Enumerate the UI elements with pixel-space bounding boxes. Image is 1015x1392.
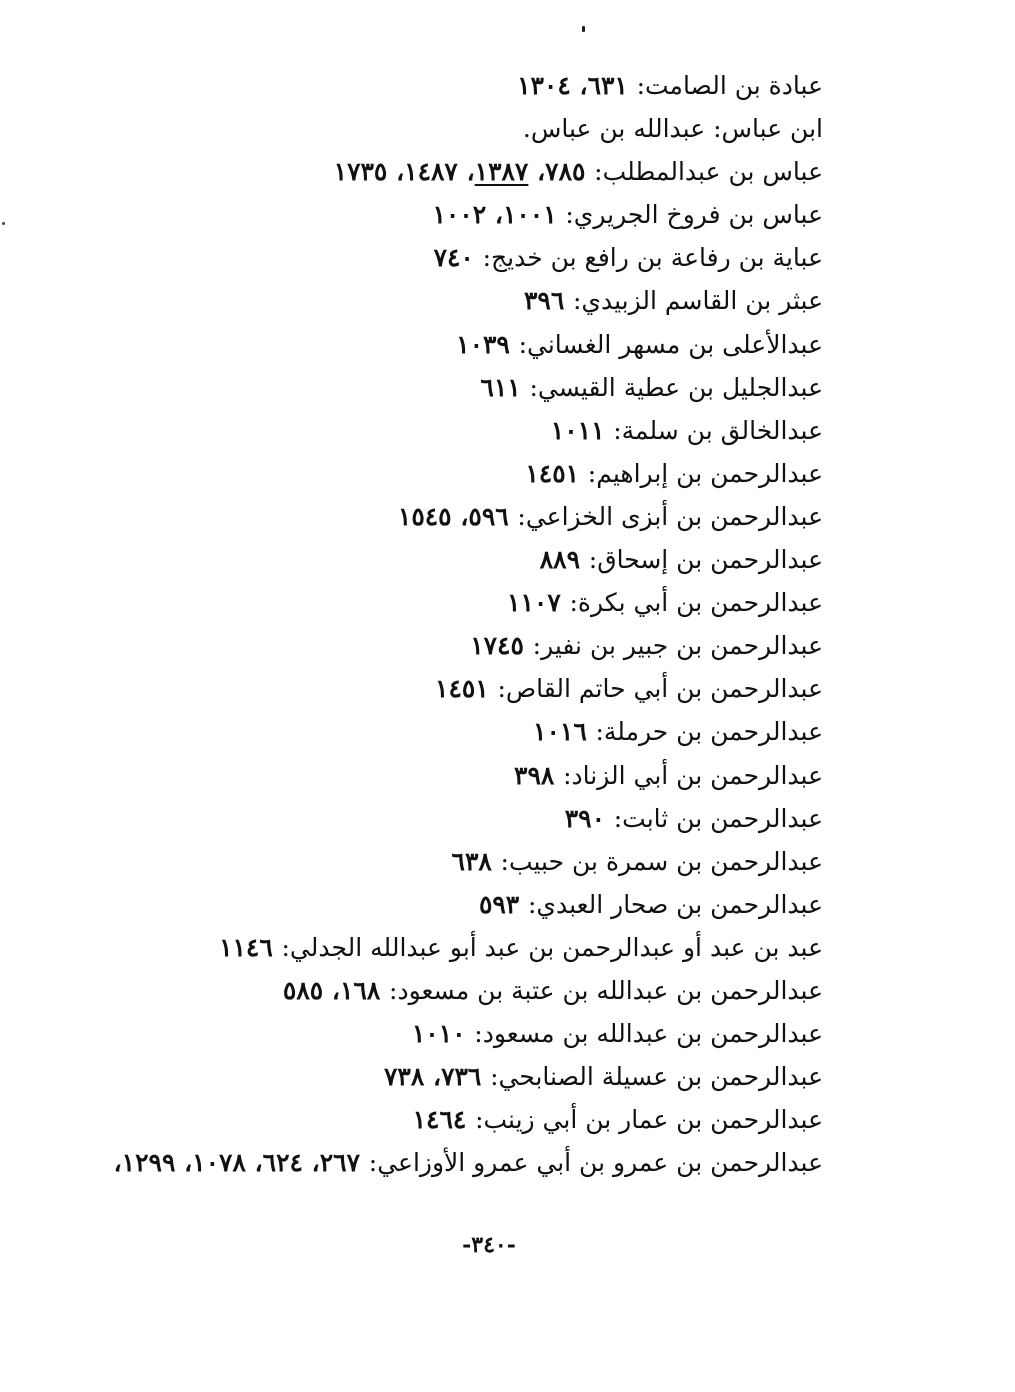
index-entry bbox=[63, 1098, 823, 1141]
entry-refs: ١٦٨، ٥٨٥ bbox=[282, 975, 390, 1005]
entry-name: عباس بن فروخ الجريري: bbox=[565, 200, 823, 230]
entry-name: عبدالرحمن بن عبدالله بن مسعود: bbox=[474, 1019, 823, 1049]
entry-refs: ١٤٥١ bbox=[435, 674, 498, 704]
entry-refs-part: ٧٨٥، bbox=[528, 157, 595, 187]
entry-name: ابن عباس: عبدالله بن عباس. bbox=[522, 114, 823, 144]
index-entry bbox=[63, 64, 823, 107]
entry-refs: ١٠١٦ bbox=[533, 717, 596, 747]
entry-refs: ١١٤٦ bbox=[219, 932, 282, 962]
entry-name: عبدالرحمن بن عسيلة الصنابحي: bbox=[490, 1062, 823, 1092]
entry-refs: ١٠٠١، ١٠٠٢ bbox=[432, 200, 566, 230]
entry-name: عبدالرحمن بن سمرة بن حبيب: bbox=[500, 846, 823, 876]
index-entry bbox=[63, 495, 823, 538]
index-entry bbox=[63, 107, 823, 150]
index-entry bbox=[63, 926, 823, 969]
index-entry bbox=[63, 710, 823, 753]
index-entry bbox=[63, 840, 823, 883]
index-entry bbox=[63, 883, 823, 926]
page-number: -٣٤٠- bbox=[462, 1232, 516, 1258]
index-entry bbox=[63, 150, 823, 193]
entry-refs: ٢٦٧، ٦٢٤، ١٠٧٨، ١٢٩٩، bbox=[113, 1148, 369, 1178]
entry-name: عبدالرحمن بن جبير بن نفير: bbox=[532, 631, 823, 661]
entry-refs: ١٤٦٤ bbox=[412, 1105, 476, 1135]
index-entry bbox=[63, 581, 823, 624]
entry-name: عبادة بن الصامت: bbox=[636, 71, 823, 100]
entry-refs: ٦٣٨ bbox=[451, 846, 501, 876]
entry-refs: ١١٠٧ bbox=[507, 588, 570, 618]
index-entry bbox=[63, 667, 823, 710]
entry-name: عبد بن عبد أو عبدالرحمن بن عبد أبو عبدالله الجدلي: bbox=[281, 932, 823, 962]
entry-name: عبدالرحمن بن إبراهيم: bbox=[587, 458, 823, 488]
entry-ref-underlined: ١٣٨٧ bbox=[474, 157, 529, 187]
entry-name: عبدالرحمن بن عبدالله بن عتبة بن مسعود: bbox=[389, 975, 823, 1005]
entry-refs: ٧٤٠ bbox=[433, 243, 483, 273]
entry-name: عبدالرحمن بن ثابت: bbox=[613, 803, 823, 833]
entry-name: عبثر بن القاسم الزبيدي: bbox=[572, 286, 823, 316]
margin-dot bbox=[2, 222, 5, 225]
entry-name: عبدالرحمن بن أبي الزناد: bbox=[563, 760, 823, 790]
index-entry bbox=[63, 1012, 823, 1055]
entry-name: عبدالرحمن بن أبزى الخزاعي: bbox=[517, 501, 823, 531]
index-entry bbox=[63, 797, 823, 840]
entry-refs: ٣٩٠ bbox=[564, 803, 614, 833]
index-entry bbox=[63, 193, 823, 236]
index-entry bbox=[63, 236, 823, 279]
entry-name: عبدالرحمن بن حرملة: bbox=[595, 717, 823, 747]
index-entry bbox=[63, 323, 823, 366]
entry-refs: ١٤٥١ bbox=[525, 458, 588, 488]
entry-refs: ٥٩٣ bbox=[478, 889, 528, 919]
entry-name: عباس بن عبدالمطلب: bbox=[594, 157, 823, 187]
entry-name: عبدالرحمن بن أبي حاتم القاص: bbox=[497, 674, 823, 704]
entry-refs bbox=[334, 157, 595, 186]
entry-refs: ٧٣٦، ٧٣٨ bbox=[383, 1062, 491, 1092]
entry-refs: ١٠٣٩ bbox=[456, 329, 519, 359]
entry-refs: ٦١١ bbox=[480, 372, 530, 402]
index-entry bbox=[63, 624, 823, 667]
index-entry bbox=[63, 366, 823, 409]
index-entry bbox=[63, 969, 823, 1012]
index-entry bbox=[63, 538, 823, 581]
entry-refs: ٣٩٦ bbox=[523, 286, 573, 316]
entry-refs: ٨٨٩ bbox=[539, 545, 589, 575]
entry-refs: ٦٣١، ١٣٠٤ bbox=[517, 71, 637, 100]
entry-refs-part: ، ١٤٨٧، ١٧٣٥ bbox=[333, 157, 475, 187]
index-entry bbox=[63, 279, 823, 322]
entry-refs: ١٠١١ bbox=[550, 415, 614, 445]
entry-refs: ٥٩٦، ١٥٤٥ bbox=[397, 501, 518, 531]
index-entry bbox=[63, 1141, 823, 1184]
entry-name: عبدالرحمن بن صحار العبدي: bbox=[527, 889, 823, 919]
margin-mark bbox=[582, 26, 585, 32]
entry-name: عبدالأعلى بن مسهر الغساني: bbox=[518, 329, 823, 359]
entry-refs: ٣٩٨ bbox=[514, 760, 564, 790]
entry-name: عبدالرحمن بن عمرو بن أبي عمرو الأوزاعي: bbox=[368, 1148, 823, 1178]
index-entry bbox=[63, 1055, 823, 1098]
index-entry bbox=[63, 452, 823, 495]
name-index-list bbox=[63, 64, 823, 1184]
index-entry bbox=[63, 409, 823, 452]
entry-refs: ١٧٤٥ bbox=[470, 631, 533, 661]
entry-refs: ١٠١٠ bbox=[411, 1019, 475, 1049]
entry-name: عبدالرحمن بن عمار بن أبي زينب: bbox=[475, 1105, 823, 1135]
entry-name: عباية بن رفاعة بن رافع بن خديج: bbox=[482, 243, 823, 273]
index-entry bbox=[63, 754, 823, 797]
entry-name: عبدالجليل بن عطية القيسي: bbox=[529, 372, 823, 402]
entry-name: عبدالخالق بن سلمة: bbox=[613, 415, 823, 445]
entry-name: عبدالرحمن بن أبي بكرة: bbox=[569, 588, 823, 618]
entry-name: عبدالرحمن بن إسحاق: bbox=[588, 545, 823, 575]
